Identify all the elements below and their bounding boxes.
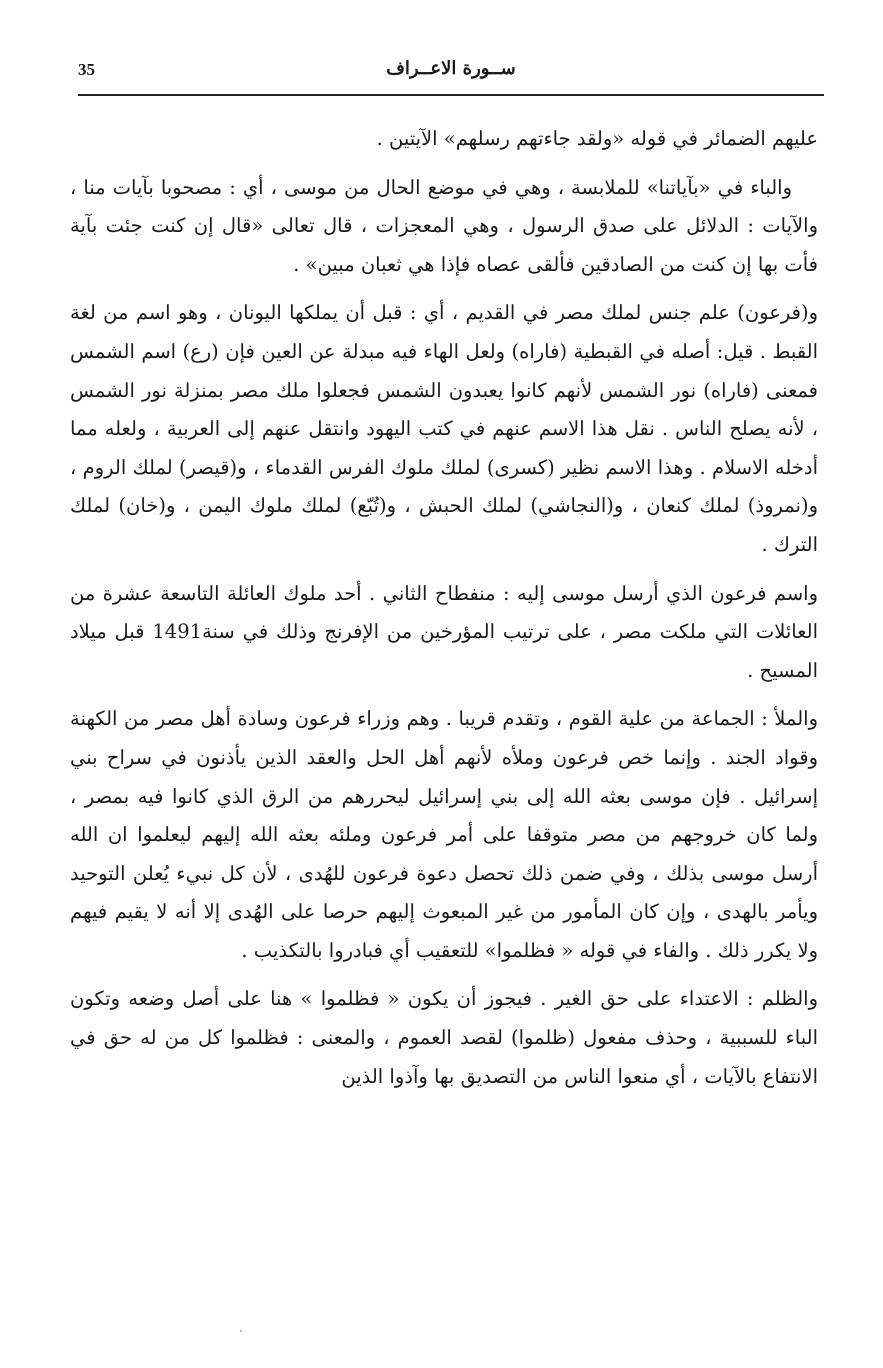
body-text xyxy=(70,120,818,1096)
paragraph-2: والباء في «بآياتنا» للملابسة ، وهي في موضع الحال من موسى ، أي : مصحوبا بآيات منا ، والآيات : الدلائل على صدق الرسول ، وهي المعجزات ، قال تعالى «قال إن كنت جئت بآية فأت بها إن كنت من الصادقين فألقى عصاه فإذا هي ثعبان مبين» . xyxy=(70,175,818,276)
paragraph-4: واسم فرعون الذي أرسل موسى إليه : منفطاح الثاني . أحد ملوك العائلة التاسعة عشرة من العائلات التي ملكت مصر ، على ترتيب المؤرخين من الإفرنج وذلك في سنة1491 قبل ميلاد المسيح . xyxy=(70,581,818,682)
paragraph-6: والظلم : الاعتداء على حق الغير . فيجوز أن يكون « فظلموا » هنا على أصل وضعه وتكون الباء للسببية ، وحذف مفعول (ظلموا) لقصد العموم ، والمعنى : فظلموا كل من له حق في الانتفاع بالآيات ، أي منعوا الناس من التصديق بها وآذوا الذين xyxy=(70,987,818,1088)
paragraph-5: والملأ : الجماعة من علية القوم ، وتقدم قريبا . وهم وزراء فرعون وسادة أهل مصر من الكهنة وقواد الجند . وإنما خص فرعون وملأه لأنهم أهل الحل والعقد الذين يأذنون في سراح بني إسرائيل . فإن موسى بعثه الله إلى بني إسرائيل ليحررهم من الرق الذي كانوا فيه بمصر ، ولما كان خروجهم من مصر متوقفا على أمر فرعون وملئه بعثه الله إليهم ليعلموا ان الله أرسل موسى بذلك ، وفي ضمن ذلك تحصل دعوة فرعون للهُدى ، لأن كل نبيء يُعلن التوحيد ويأمر بالهدى ، وإن كان المأمور من غير المبعوث إليهم حرصا على الهُدى إلا أنه لا يقيم فيهم ولا يكرر ذلك . والفاء في قوله « فظلموا» للتعقيب أي فبادروا بالتكذيب . xyxy=(70,707,818,962)
paragraph-1: عليهم الضمائر في قوله «ولقد جاءتهم رسلهم» الآيتين . xyxy=(376,127,818,150)
scan-speck xyxy=(240,1330,242,1332)
page-number: 35 xyxy=(78,60,95,79)
paragraph-3: و(فرعون) علم جنس لملك مصر في القديم ، أي : قبل أن يملكها اليونان ، وهو اسم من لغة القبط . قيل: أصله في القبطية (فاراه) ولعل الهاء فيه مبدلة عن العين فإن (رع) اسم الشمس فمعنى (فاراه) نور الشمس لأنهم كانوا يعبدون الشمس فجعلوا ملك مصر بمنزلة نور الشمس ، لأنه يصلح الناس . نقل هذا الاسم عنهم في كتب اليهود وانتقل عنهم إلى العربية ، ولعله مما أدخله الاسلام . وهذا الاسم نظير (كسرى) لملك ملوك الفرس القدماء ، و(قيصر) لملك الروم ، و(نمروذ) لملك كنعان ، و(النجاشي) لملك الحبش ، و(تُبّع) لملك ملوك اليمن ، و(خان) لملك الترك . xyxy=(70,301,818,556)
running-header xyxy=(78,54,824,90)
surah-title: ســورة الاعــراف xyxy=(386,58,516,79)
header-rule xyxy=(78,94,824,96)
